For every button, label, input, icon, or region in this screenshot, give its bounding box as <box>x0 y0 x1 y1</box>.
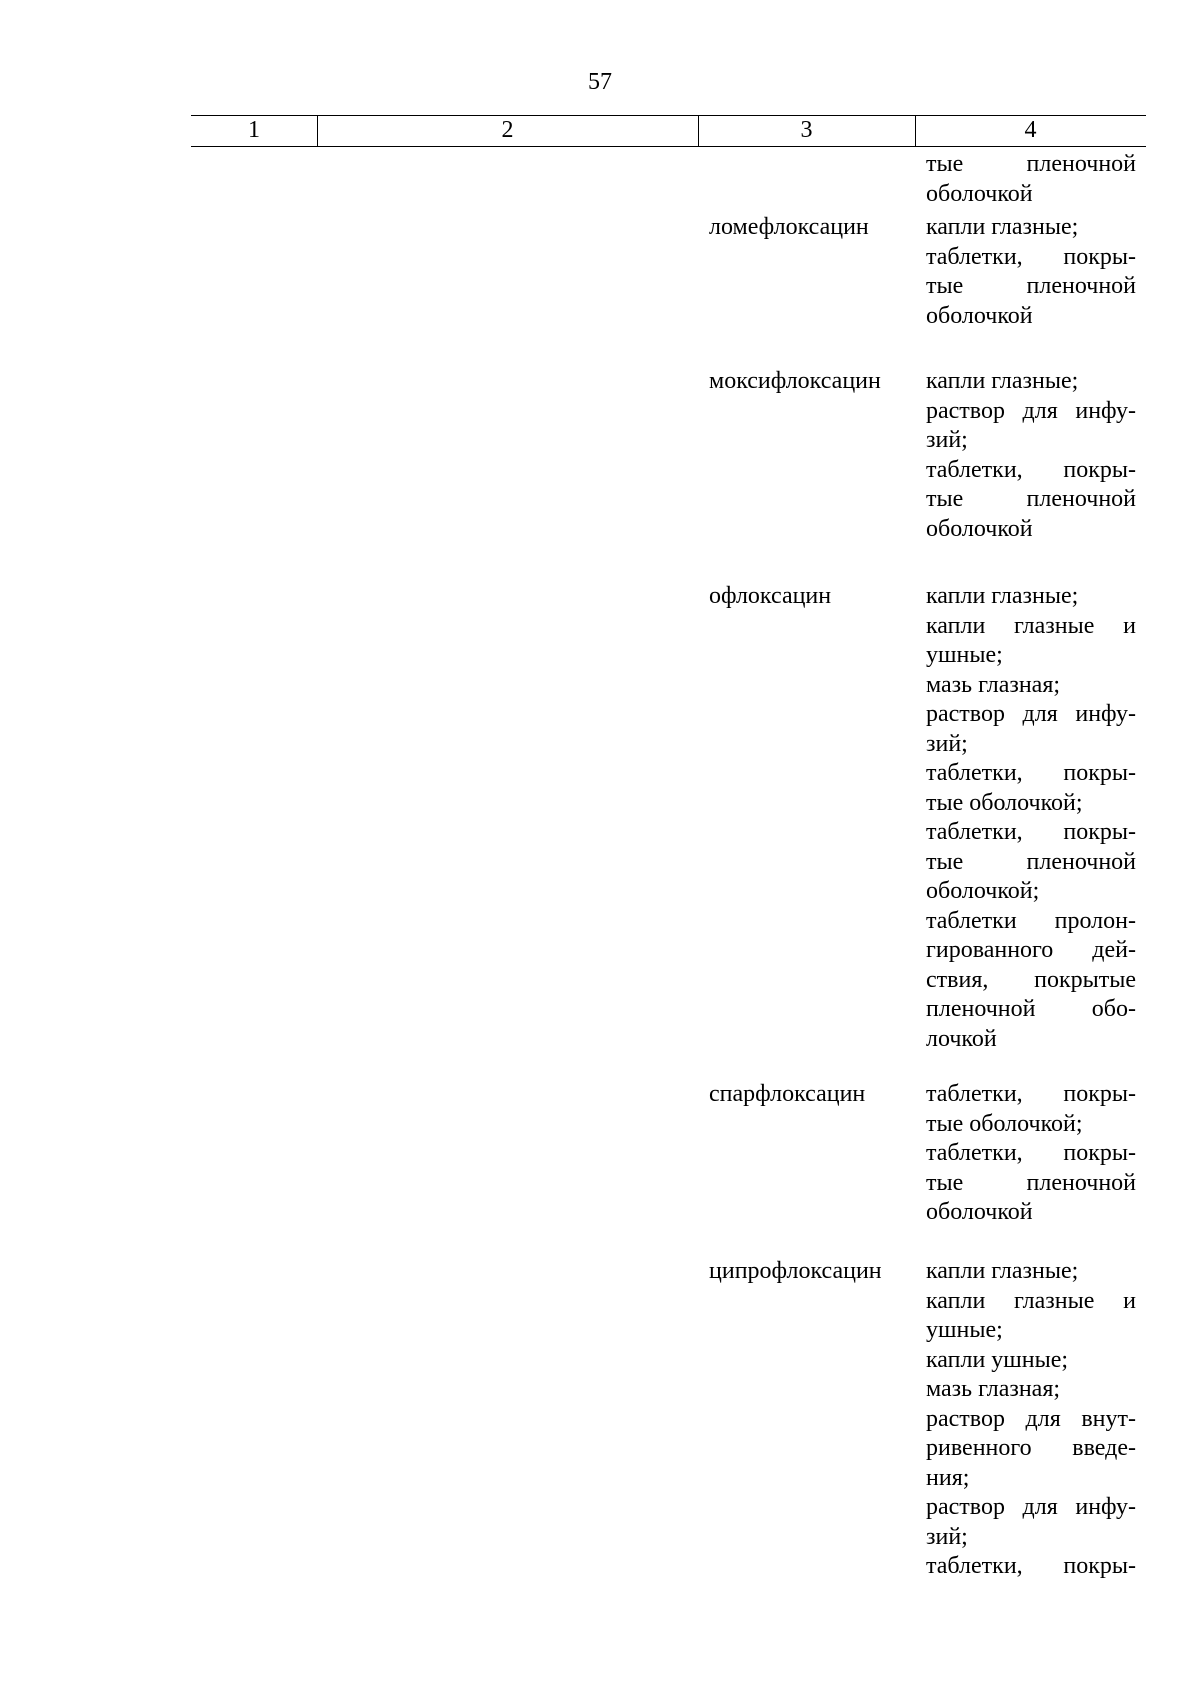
dosage-form-line: ствия, покрытые <box>926 966 1136 993</box>
dosage-form-line: таблетки пролон- <box>926 907 1136 934</box>
dosage-form-line: раствор для инфу- <box>926 701 1136 727</box>
column-header-1: 1 <box>248 117 260 143</box>
column-header-4: 4 <box>1024 117 1037 143</box>
drug-name: ципрофлоксацин <box>709 1258 882 1284</box>
dosage-form-line: тые пленочной <box>926 1169 1136 1196</box>
dosage-form-line: раствор для инфу- <box>926 1494 1136 1520</box>
dosage-form-line: таблетки, покры- <box>926 243 1136 270</box>
dosage-form-line: раствор для инфу- <box>926 397 1136 424</box>
dosage-form-line: капли глазные; <box>926 1258 1079 1284</box>
dosage-forms <box>926 582 1136 1054</box>
dosage-forms <box>926 1080 1136 1228</box>
dosage-form-line: оболочкой <box>926 302 1033 329</box>
drug-name: моксифлоксацин <box>709 368 881 394</box>
dosage-form-line: таблетки, покры- <box>926 456 1136 483</box>
dosage-form-line: зий; <box>926 730 968 757</box>
page-number: 57 <box>588 69 612 95</box>
dosage-form-line: тые оболочкой; <box>926 789 1083 816</box>
dosage-form-line: капли ушные; <box>926 1346 1069 1373</box>
dosage-form-line: оболочкой <box>926 1199 1033 1225</box>
dosage-form-line: таблетки, покры- <box>926 1081 1136 1107</box>
dosage-form-line: зий; <box>926 427 968 453</box>
dosage-form-line: капли глазные и <box>926 1287 1136 1314</box>
dosage-form-line: тые пленочной <box>926 486 1136 512</box>
dosage-form-line: ушные; <box>926 1317 1003 1343</box>
dosage-form-line: пленочной обо- <box>926 996 1136 1022</box>
dosage-form-line: лочкой <box>926 1025 997 1052</box>
dosage-form-line: ушные; <box>926 642 1003 668</box>
dosage-form-line: тые пленочной <box>926 151 1136 177</box>
drug-name: спарфлоксацин <box>709 1081 866 1107</box>
column-header-2: 2 <box>501 117 514 143</box>
dosage-form-line: ния; <box>926 1464 970 1491</box>
dosage-form-line: оболочкой <box>926 180 1033 207</box>
dosage-form-line: капли глазные; <box>926 214 1079 240</box>
dosage-forms <box>926 1257 1136 1582</box>
dosage-form-line: мазь глазная; <box>926 1376 1061 1402</box>
drug-name: офлоксацин <box>709 583 832 609</box>
table-header-row <box>191 115 1146 147</box>
dosage-form-line: гированного дей- <box>926 937 1136 963</box>
dosage-form-line: таблетки, покры- <box>926 1140 1136 1166</box>
dosage-forms <box>926 367 1136 544</box>
dosage-form-line: зий; <box>926 1523 968 1550</box>
dosage-form-line: мазь глазная; <box>926 671 1061 698</box>
dosage-form-line: капли глазные и <box>926 612 1136 639</box>
dosage-form-line: капли глазные; <box>926 583 1079 609</box>
dosage-form-line: раствор для внут- <box>926 1405 1136 1432</box>
dosage-form-line: тые пленочной <box>926 273 1136 299</box>
dosage-form-line: ривенного введе- <box>926 1435 1136 1461</box>
dosage-forms <box>926 213 1136 331</box>
drug-name: ломефлоксацин <box>709 214 869 240</box>
dosage-form-line: таблетки, покры- <box>926 760 1136 786</box>
dosage-form-line: таблетки, покры- <box>926 819 1136 845</box>
column-header-3: 3 <box>800 117 813 143</box>
dosage-form-line: оболочкой; <box>926 878 1040 904</box>
dosage-form-line: таблетки, покры- <box>926 1553 1136 1579</box>
dosage-form-line: капли глазные; <box>926 368 1079 394</box>
dosage-forms <box>926 150 1136 209</box>
dosage-form-line: тые пленочной <box>926 848 1136 875</box>
dosage-form-line: оболочкой <box>926 515 1033 542</box>
dosage-form-line: тые оболочкой; <box>926 1110 1083 1137</box>
